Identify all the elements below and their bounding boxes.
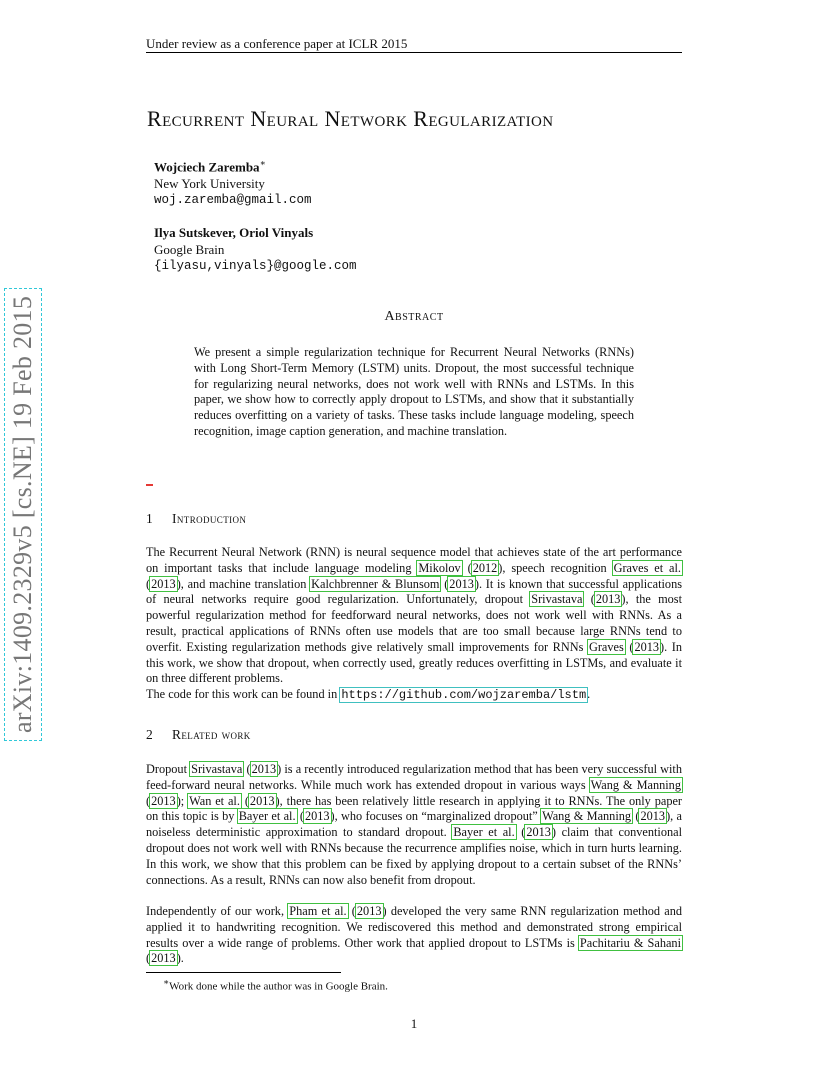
author-name: Ilya Sutskever, Oriol Vinyals [154,225,314,240]
citation-year-link[interactable]: 2013 [526,825,551,840]
citation-link[interactable]: Graves et al. [613,560,681,575]
section-heading-introduction [146,511,246,527]
citation-year-link[interactable]: 2013 [449,576,474,591]
citation-year-link[interactable]: 2013 [151,576,176,591]
author-email: {ilyasu,vinyals}@google.com [154,259,357,273]
running-head: Under review as a conference paper at ICLR 2015 [146,36,408,51]
citation-link[interactable]: Wan et al. [189,793,240,808]
footnote-rule [146,972,341,973]
citation-year-link[interactable]: 2013 [151,793,176,808]
related-work-paragraph-1 [146,762,682,888]
citation-link[interactable]: Srivastava [531,592,583,607]
text-span: ) claim that conventional dropout does not work well with RNNs because the recurrence amplifies noise, which in turn hurts learning. In this work, we show that this problem can be fixed by applying dropout to a certain subset of the RNNs’ connections. As a result, RNNs can now also benefit from dropout. [146,825,683,887]
arxiv-identifier-link[interactable]: arXiv:1409.2329v5 [cs.NE] 19 Feb 2015 [8,292,38,737]
text-span: ), who focuses on “marginalized dropout” [330,809,542,824]
abstract-heading: Abstract [384,309,444,324]
citation-year-link[interactable]: 2013 [151,951,176,966]
citation-link[interactable]: Bayer et al. [453,825,515,840]
text-span: ). It is known that successful applications of neural networks require good regularization. Unfortunately, dropout [146,576,683,607]
text-span: ( [146,576,151,591]
citation-link[interactable]: Kalchbrenner & Blunsom [311,576,440,591]
text-span: ). [176,951,184,966]
text-span: ), the most powerful regularization method for feedforward neural networks, does not work well with RNNs. As a result, practical applications of RNNs often use models that are too small because large RNNs tend to overfit. Existing regularization methods give relatively small improvements for RNNs [146,592,683,654]
text-span: Dropout [146,762,191,776]
paper-title: Recurrent Neural Network Regularization [147,106,554,131]
citation-year-link[interactable]: 2013 [640,809,666,824]
header-rule [146,52,682,53]
section-title: Related work [172,727,251,742]
section-number: 2 [146,727,153,742]
citation-year-link[interactable]: 2013 [634,639,660,654]
text-span: ( [347,904,356,918]
author-footnote-marker: ∗ [259,158,266,168]
citation-link[interactable]: Wang & Manning [590,777,681,792]
author-block-2 [154,224,357,275]
citation-link[interactable]: Srivastava [191,762,243,776]
text-span: Independently of our work, [146,904,289,918]
section-title: Introduction [172,511,247,526]
text-span: ( [461,560,472,575]
text-span: ( [146,793,151,808]
citation-year-link[interactable]: 2013 [251,762,277,776]
citation-link[interactable]: Wang & Manning [542,809,632,824]
text-span: ( [583,592,595,607]
text-span: ( [296,809,304,824]
text-span: ( [243,762,251,776]
code-url-link[interactable]: https://github.com/wojzaremba/lstm [341,688,587,702]
author-affiliation: New York University [154,176,265,192]
text-span: ( [440,576,449,591]
intro-paragraph [146,545,682,687]
text-span: ( [146,951,151,966]
text-span: ( [632,809,640,824]
citation-year-link[interactable]: 2013 [595,592,621,607]
section-heading-related-work [146,727,251,743]
citation-link[interactable]: Bayer et al. [238,809,296,824]
red-annotation-mark [146,484,153,486]
section-number: 1 [146,511,153,526]
author-block-1 [154,155,312,209]
code-paragraph [146,687,682,704]
footnote-marker: ∗ [163,977,170,987]
citation-year-link[interactable]: 2013 [356,904,382,918]
page-number: 1 [410,1016,418,1031]
text-span: ( [240,793,249,808]
footnote-text: Work done while the author was in Google Brain. [169,980,388,993]
citation-year-link[interactable]: 2013 [304,809,330,824]
citation-year-link[interactable]: 2013 [249,793,275,808]
text-span: The code for this work can be found in [146,687,341,701]
author-affiliation: Google Brain [154,242,225,257]
footnote [163,977,388,993]
text-span: . [587,687,591,701]
citation-year-link[interactable]: 2012 [472,560,498,575]
author-name: Wojciech Zaremba [154,159,260,175]
text-span: The Recurrent Neural Network (RNN) is neural sequence model that achieves state of the art performance on important tasks that include language modeling [146,545,682,575]
related-work-paragraph-2 [146,904,682,967]
text-span: ). In this work, we show that dropout, when correctly used, greatly reduces overfitting in LSTMs, and evaluate it on three different problems. [146,639,682,686]
text-span: ), and machine translation [176,576,311,591]
text-span: ) is a recently introduced regularization method that has been very successful with feed-forward neural networks. While much work has extended dropout in various ways [146,762,682,792]
text-span: ), there has been relatively little research in applying it to RNNs. The only paper on this topic is by [146,793,683,824]
citation-link[interactable]: Graves [588,639,624,654]
text-span: ) developed the very same RNN regularization method and applied it to handwriting recognition. We rediscovered this method and demonstrated strong empirical results over a wide range of problems. Other work that applied dropout to LSTMs is [146,904,683,950]
citation-link[interactable]: Mikolov [418,560,461,575]
text-span: ( [515,825,526,840]
text-span: ), speech recognition [498,560,613,575]
citation-link[interactable]: Pham et al. [289,904,347,918]
abstract-text: We present a simple regularization technique for Recurrent Neural Networks (RNNs) with Long Short-Term Memory (LSTM) units. Dropout, the most successful technique for regularizing neural networks, does not work well with RNNs and LSTMs. In this paper, we show how to correctly apply dropout to LSTMs, and show that it substantially reduces overfitting on a variety of tasks. These tasks include language modeling, speech recognition, image caption generation, and machine translation. [194,345,634,438]
text-span: ); [176,793,189,808]
text-span: ), a noiseless deterministic approximation to standard dropout. [146,809,683,840]
text-span: ( [624,639,634,654]
citation-link[interactable]: Pachitariu & Sahani [579,935,681,950]
author-email: woj.zaremba@gmail.com [154,193,312,208]
